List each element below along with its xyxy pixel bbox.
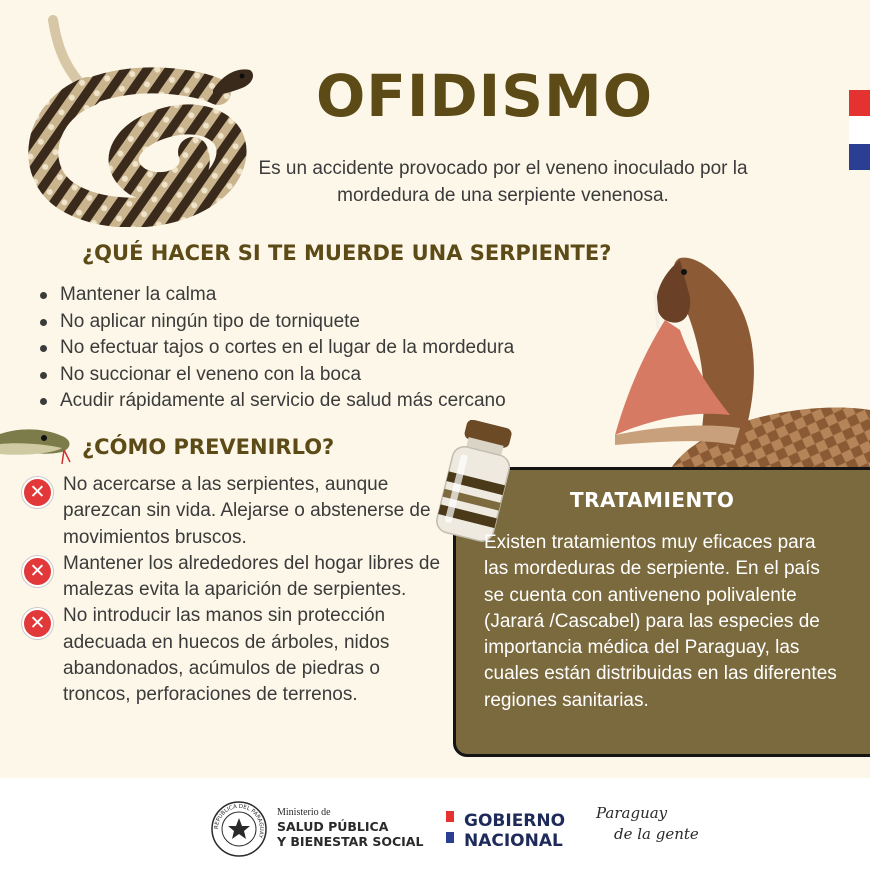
paraguay-flag	[849, 90, 870, 170]
x-circle-icon: ✕	[22, 608, 53, 639]
national-seal-logo	[210, 800, 268, 858]
bullet-icon	[40, 398, 47, 405]
page-title: OFIDISMO	[316, 62, 654, 130]
bullet-icon	[40, 372, 47, 379]
treatment-text: Existen tratamientos muy eficaces para las mordeduras de serpiente. En el país se cuenta con antiveneno polivalente (Jarará /Cascabel) para las especies de importancia médica del Paraguay, las cuales están distribuidas en las diferentes regiones sanitarias.	[484, 532, 837, 711]
svg-text:REPÚBLICA DEL PARAGUAY: REPÚBLICA DEL PARAGUAY	[213, 803, 265, 839]
list-item: No efectuar tajos o cortes en el lugar de la mordedura	[38, 335, 514, 362]
paraguay-slogan-logo: Paraguay de la gente	[596, 804, 699, 843]
list-item: ✕ No introducir las manos sin protección adecuada en huecos de árboles, nidos abandonados, acúmulos de piedras o troncos, perforaciones de terrenos.	[22, 603, 442, 708]
footer	[0, 778, 870, 870]
antivenom-vial-icon	[425, 420, 525, 545]
x-circle-icon: ✕	[22, 477, 53, 508]
list-item: Acudir rápidamente al servicio de salud más cercano	[38, 388, 514, 415]
striking-snake-illustration	[610, 250, 870, 470]
list-item: ✕ No acercarse a las serpientes, aunque parezcan sin vida. Alejarse o abstenerse de movimientos bruscos.	[22, 472, 442, 551]
gobierno-nacional-logo: GOBIERNO NACIONAL	[464, 811, 566, 851]
list-item: No succionar el veneno con la boca	[38, 362, 514, 389]
bullet-icon	[40, 319, 47, 326]
small-snake-head	[0, 422, 75, 467]
page-subtitle: Es un accidente provocado por el veneno inoculado por la mordedura de una serpiente venenosa.	[258, 158, 748, 206]
list-item: Mantener la calma	[38, 282, 514, 309]
x-circle-icon: ✕	[22, 556, 53, 587]
what-to-do-list	[38, 282, 514, 415]
list-item: ✕ Mantener los alrededores del hogar libres de malezas evita la aparición de serpientes.	[22, 551, 442, 604]
bullet-icon	[40, 292, 47, 299]
ministry-logo-text: Ministerio de SALUD PÚBLICA Y BIENESTAR SOCIAL	[277, 807, 424, 849]
what-to-do-heading: ¿QUÉ HACER SI TE MUERDE UNA SERPIENTE?	[82, 241, 612, 265]
prevention-heading: ¿CÓMO PREVENIRLO?	[82, 435, 335, 459]
list-item: No aplicar ningún tipo de torniquete	[38, 309, 514, 336]
coiled-snake-illustration	[28, 12, 258, 227]
gobierno-flag-mark	[446, 811, 454, 843]
prevention-list	[22, 472, 442, 709]
bullet-icon	[40, 345, 47, 352]
treatment-heading: TRATAMIENTO	[570, 488, 735, 512]
